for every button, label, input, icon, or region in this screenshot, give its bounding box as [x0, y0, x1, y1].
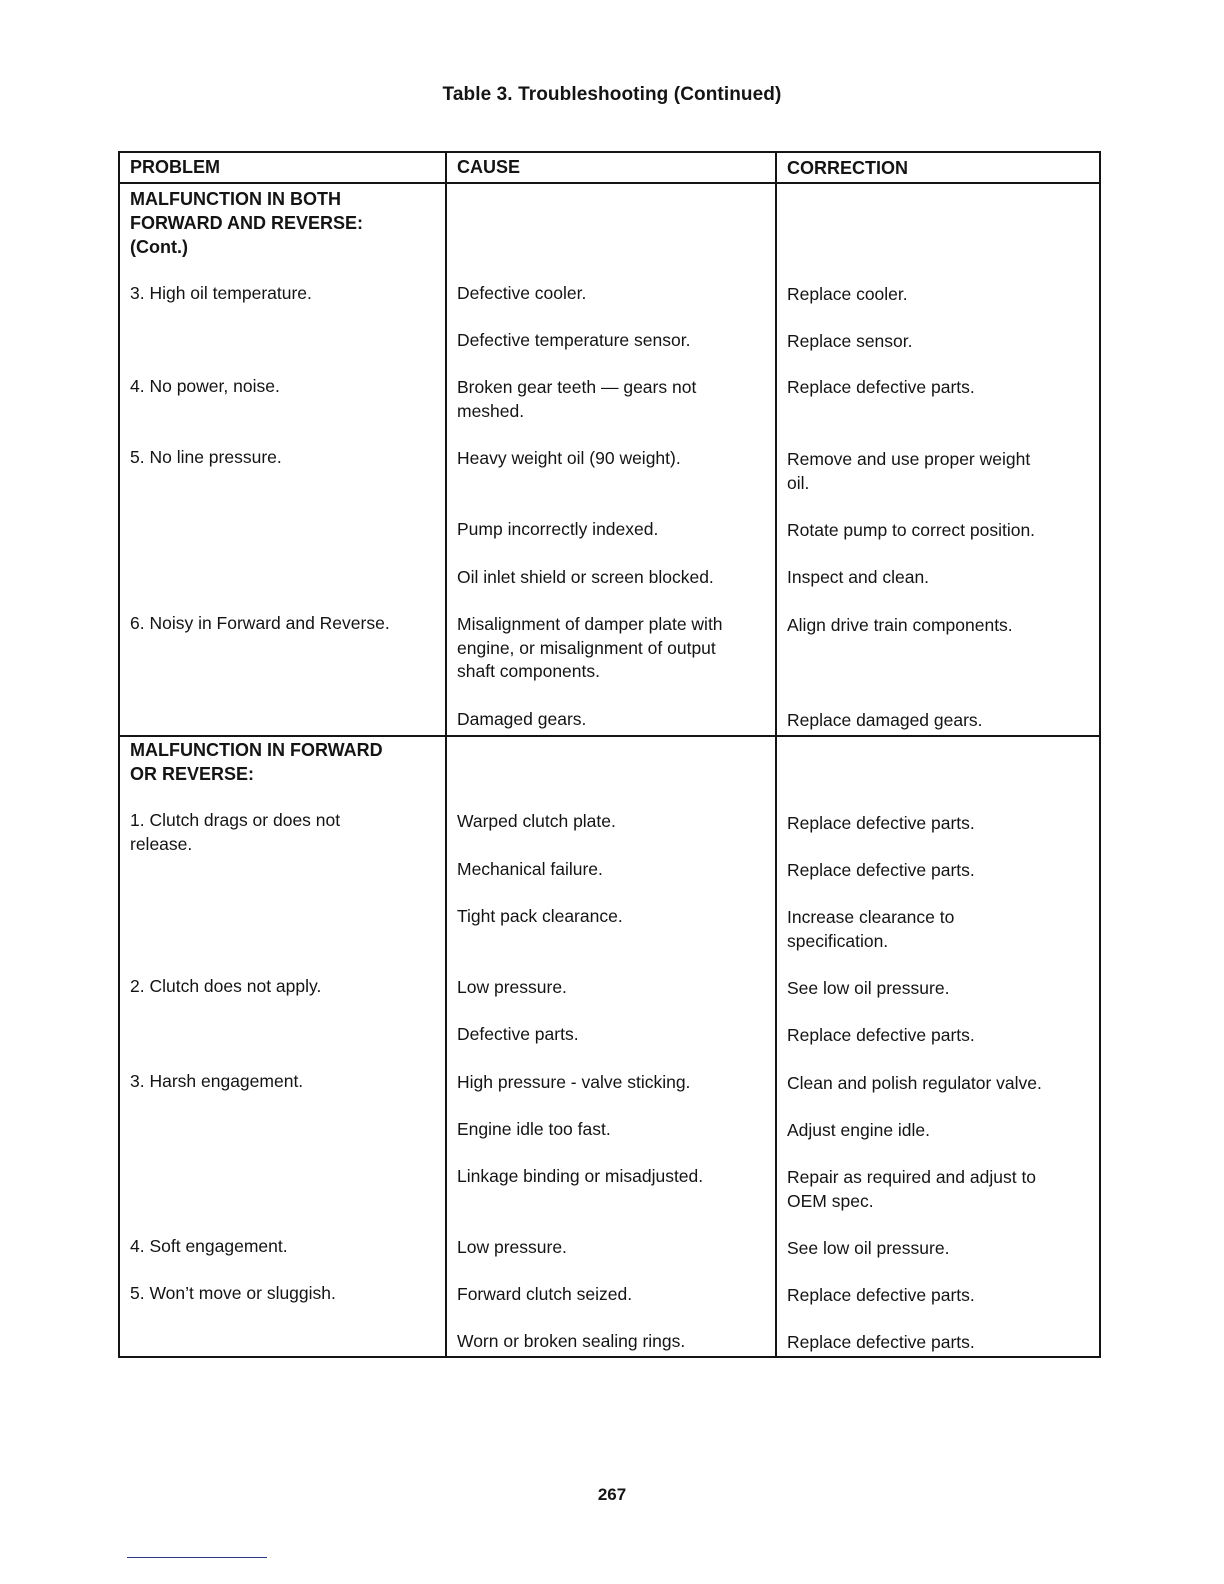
header-cause: CAUSE — [457, 157, 521, 177]
column-divider-cause — [445, 153, 447, 1356]
correction-cell: Repair as required and adjust to OEM spec. — [787, 1167, 1037, 1211]
section-heading: MALFUNCTION IN FORWARD OR REVERSE: — [130, 740, 383, 784]
cause-cell: Broken gear teeth — gears not meshed. — [457, 377, 697, 421]
cause-cell: Tight pack clearance. — [457, 906, 623, 926]
cause-cell: Worn or broken sealing rings. — [457, 1331, 686, 1351]
cause-cell: Pump incorrectly indexed. — [457, 519, 659, 539]
problem-cell: 4. No power, noise. — [130, 376, 280, 396]
correction-cell: Clean and polish regulator valve. — [787, 1073, 1042, 1093]
correction-cell: See low oil pressure. — [787, 978, 950, 998]
troubleshooting-table — [118, 151, 1101, 1358]
cause-cell: Defective cooler. — [457, 283, 587, 303]
problem-cell: 3. Harsh engagement. — [130, 1071, 304, 1091]
problem-cell: 1. Clutch drags or does not release. — [130, 810, 341, 854]
column-divider-correction — [775, 153, 777, 1356]
correction-cell: Increase clearance to specification. — [787, 907, 955, 951]
correction-cell: Replace defective parts. — [787, 860, 975, 880]
cause-cell: Linkage binding or misadjusted. — [457, 1166, 704, 1186]
cause-cell: Defective temperature sensor. — [457, 330, 691, 350]
cause-cell: Low pressure. — [457, 1237, 567, 1257]
correction-cell: Replace sensor. — [787, 331, 913, 351]
problem-cell: 5. No line pressure. — [130, 447, 282, 467]
correction-cell: Replace defective parts. — [787, 1332, 975, 1352]
correction-cell: Remove and use proper weight oil. — [787, 449, 1031, 493]
correction-cell: Replace damaged gears. — [787, 710, 983, 730]
correction-cell: Rotate pump to correct position. — [787, 520, 1036, 540]
problem-cell: 5. Won’t move or sluggish. — [130, 1283, 336, 1303]
scan-artifact-line — [127, 1557, 267, 1558]
cause-cell: Warped clutch plate. — [457, 811, 616, 831]
cause-cell: Engine idle too fast. — [457, 1119, 611, 1139]
correction-cell: Inspect and clean. — [787, 567, 930, 587]
correction-cell: Replace defective parts. — [787, 1285, 975, 1305]
cause-cell: Damaged gears. — [457, 709, 587, 729]
cause-cell: Misalignment of damper plate with engine, or misalignment of output shaft components. — [457, 614, 723, 681]
section-heading: MALFUNCTION IN BOTH FORWARD AND REVERSE: (Cont.) — [130, 189, 364, 257]
cause-cell: Heavy weight oil (90 weight). — [457, 448, 681, 468]
problem-cell: 3. High oil temperature. — [130, 283, 312, 303]
problem-cell: 4. Soft engagement. — [130, 1236, 288, 1256]
page-number: 267 — [597, 1485, 627, 1504]
correction-cell: See low oil pressure. — [787, 1238, 950, 1258]
problem-cell: 6. Noisy in Forward and Reverse. — [130, 613, 390, 633]
cause-cell: Mechanical failure. — [457, 859, 603, 879]
cause-cell: High pressure - valve sticking. — [457, 1072, 691, 1092]
correction-cell: Replace defective parts. — [787, 377, 975, 397]
table-title: Table 3. Troubleshooting (Continued) — [442, 84, 782, 105]
section-divider — [120, 735, 1099, 737]
cause-cell: Defective parts. — [457, 1024, 579, 1044]
cause-cell: Forward clutch seized. — [457, 1284, 633, 1304]
correction-cell: Replace defective parts. — [787, 813, 975, 833]
correction-cell: Replace cooler. — [787, 284, 908, 304]
correction-cell: Replace defective parts. — [787, 1025, 975, 1045]
correction-cell: Align drive train components. — [787, 615, 1013, 635]
cause-cell: Low pressure. — [457, 977, 567, 997]
problem-cell: 2. Clutch does not apply. — [130, 976, 322, 996]
header-divider — [120, 182, 1099, 184]
cause-cell: Oil inlet shield or screen blocked. — [457, 567, 714, 587]
header-correction: CORRECTION — [787, 158, 908, 178]
correction-cell: Adjust engine idle. — [787, 1120, 931, 1140]
header-problem: PROBLEM — [130, 157, 220, 177]
